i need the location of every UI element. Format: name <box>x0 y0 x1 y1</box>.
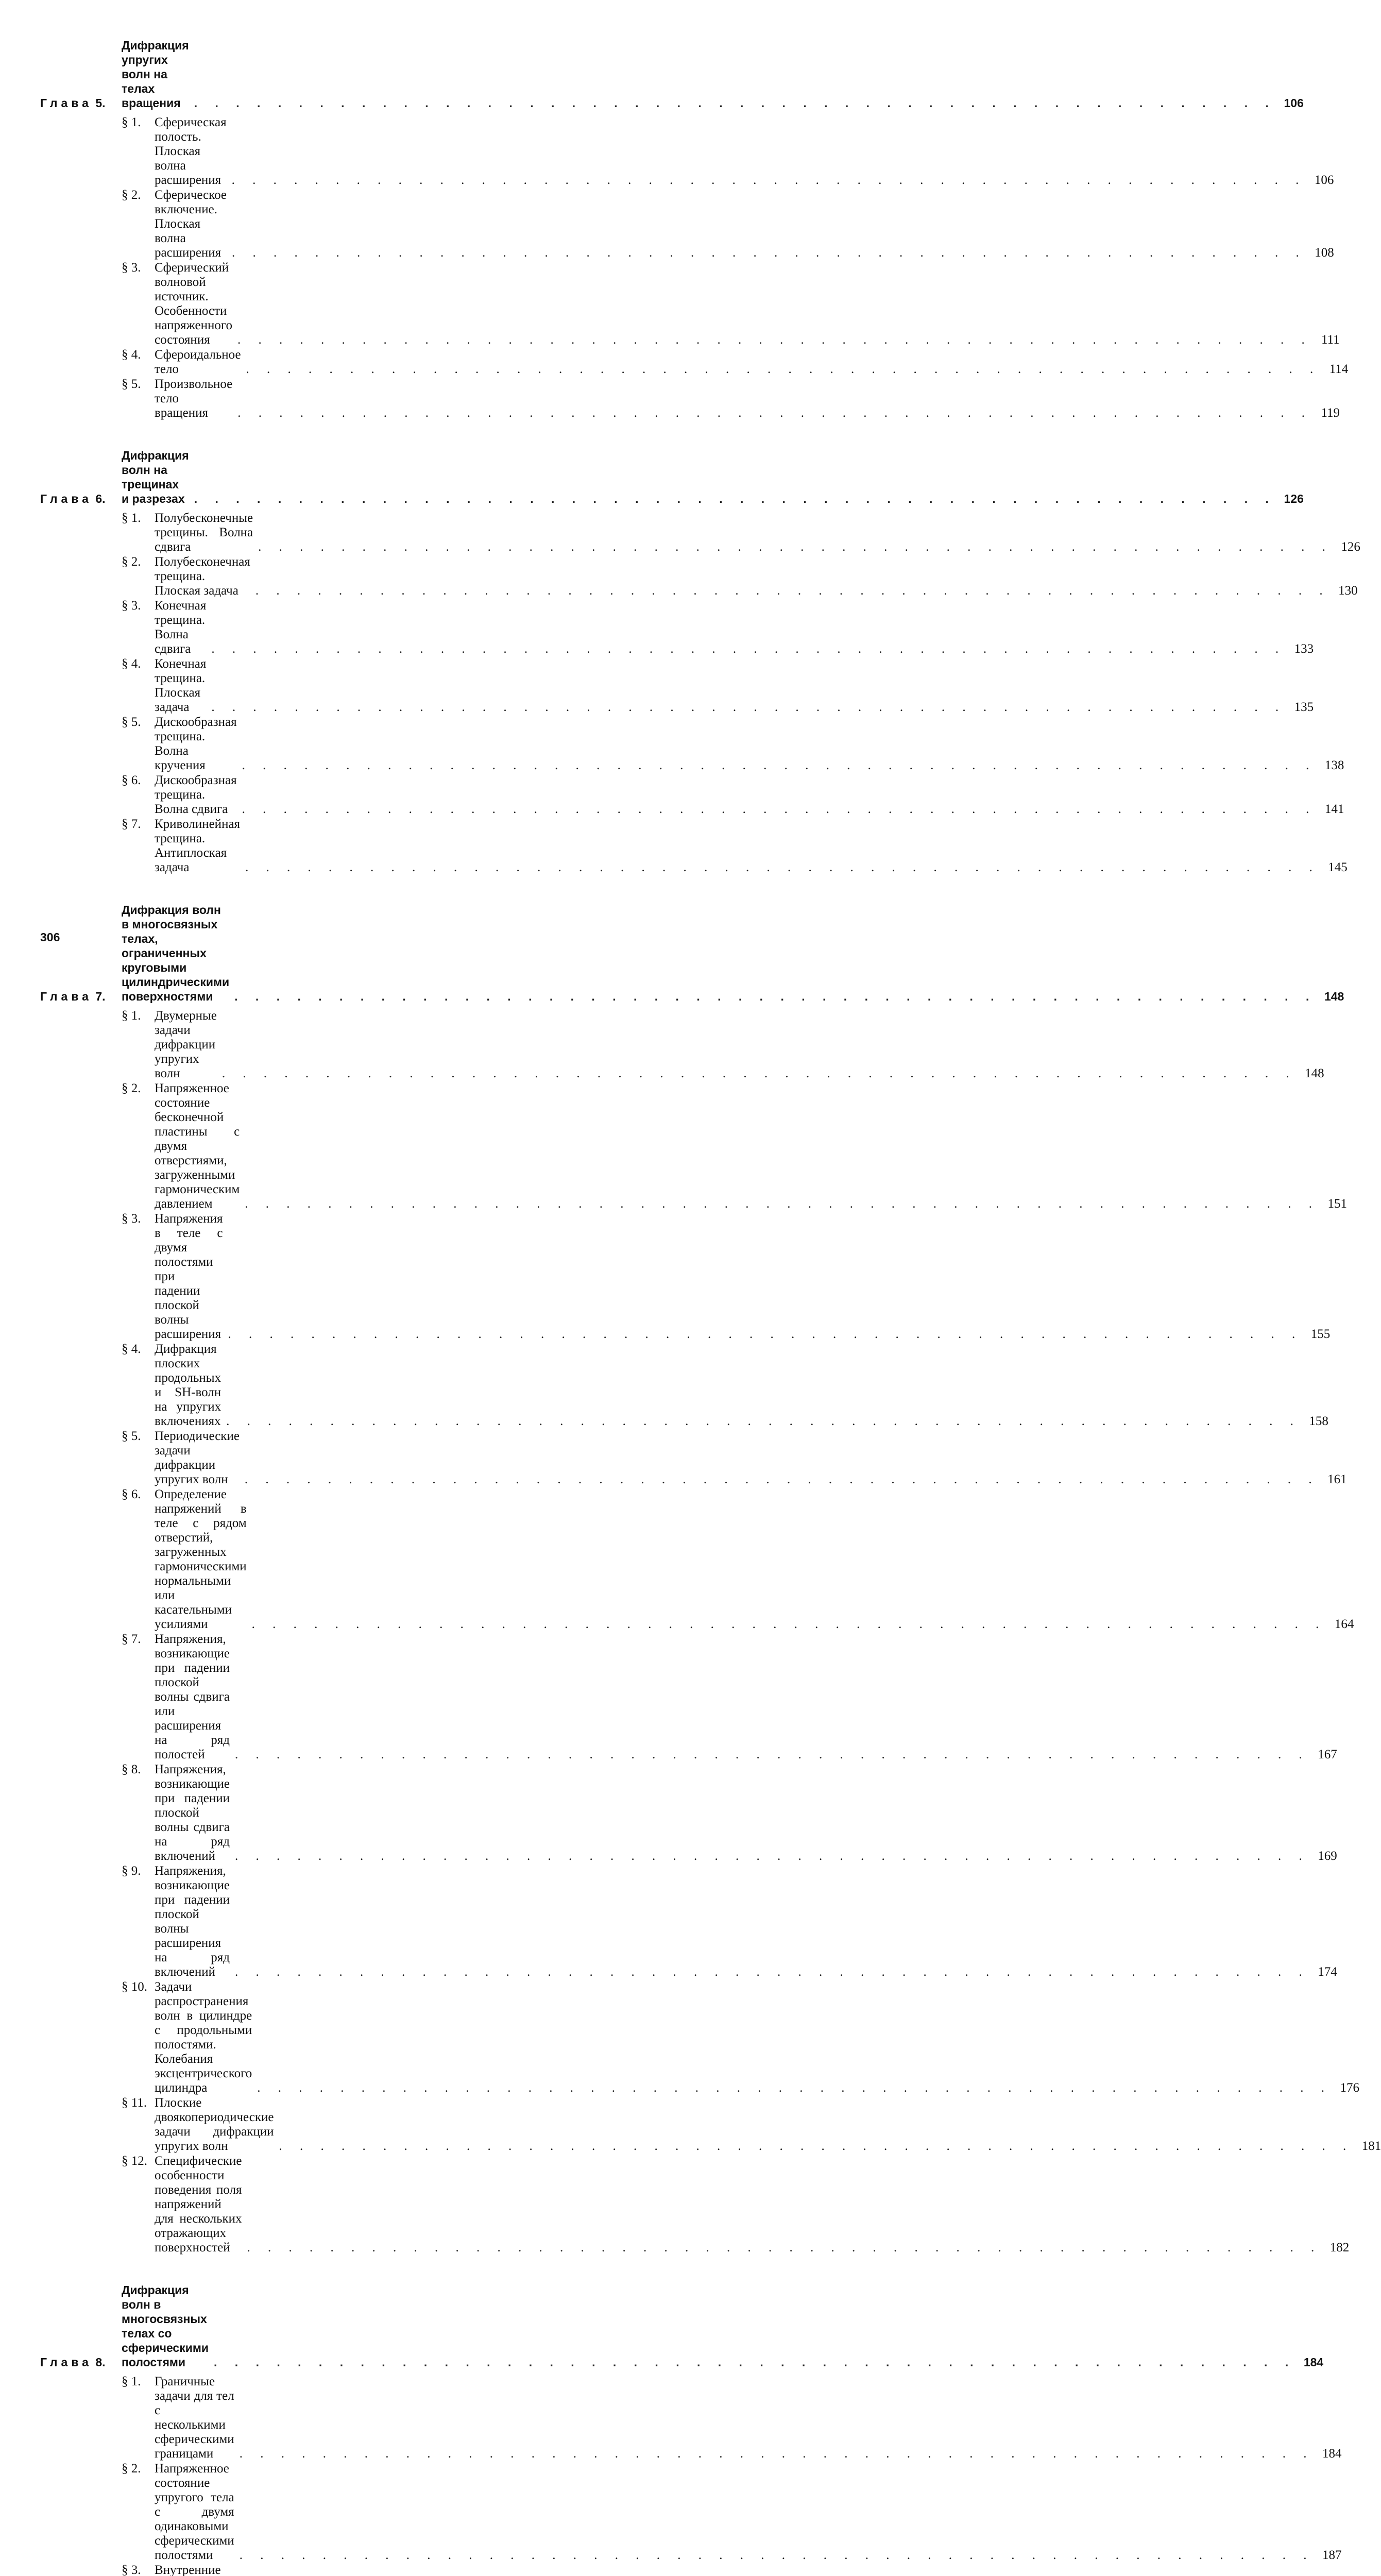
dot-leader <box>221 1414 1301 1429</box>
section-title-line <box>155 2154 1321 2255</box>
chapter-title: Дифракция волн на трещинах и разрезах <box>122 449 189 505</box>
dot-leader <box>209 2355 1295 2369</box>
section-number: § 4. <box>122 657 141 671</box>
section-page: 164 <box>1334 1617 1354 1631</box>
dot-leader <box>234 2548 1314 2563</box>
section-title: Специфические особенности поведения поля напряжений для нескольких отражающих поверхностей <box>155 2154 242 2255</box>
section-title-line <box>155 1081 1319 1211</box>
dot-leader <box>240 860 1320 875</box>
section-title-line <box>155 2096 1353 2154</box>
section-number: § 12. <box>122 2154 147 2168</box>
section-number: § 1. <box>122 1009 141 1023</box>
chapter-title-line <box>122 2283 1295 2369</box>
section-entry <box>122 2154 1350 2255</box>
section-page: 133 <box>1294 642 1314 656</box>
dot-leader <box>274 2139 1354 2154</box>
section-entry <box>122 657 1314 715</box>
section-title: Определение напряжений в теле с рядом отверстий, загруженных гармоническими нормальными или касательными усилиями <box>155 1487 247 1631</box>
dot-leader <box>252 2081 1332 2095</box>
section-entry <box>122 188 1334 260</box>
dot-leader <box>230 1965 1309 1979</box>
section-title: Напряженное состояние упругого тела с двумя одинаковыми сферическими полостями <box>155 2462 234 2562</box>
chapter <box>40 38 1349 420</box>
section-title-line <box>155 1342 1301 1429</box>
chapter-label-word: Глава <box>40 492 92 505</box>
section-page: 108 <box>1315 246 1334 260</box>
section-title: Напряжения, возникающие при падении плоской волны расширения на ряд включений <box>155 1864 230 1979</box>
section-title-line <box>155 2375 1314 2461</box>
section-number: § 2. <box>122 188 141 202</box>
section-page: 119 <box>1321 406 1340 420</box>
dot-leader <box>240 1197 1319 1211</box>
chapter-label <box>40 2355 122 2369</box>
section-page: 158 <box>1309 1414 1328 1428</box>
chapter-label <box>40 989 122 1004</box>
dot-leader <box>206 700 1286 715</box>
chapter <box>40 2283 1342 2576</box>
section-page: 111 <box>1321 333 1340 347</box>
dot-leader <box>227 173 1306 188</box>
section-title-line <box>155 1980 1332 2095</box>
section-title-line <box>155 1487 1326 1632</box>
section-title: Сфероидальное тело <box>155 348 241 376</box>
section-number: § 3. <box>122 599 141 613</box>
section-title: Сферическая полость. Плоская волна расширения <box>155 115 227 187</box>
chapter-label <box>40 96 122 110</box>
section-title: Дискообразная трещина. Волна сдвига <box>155 773 237 816</box>
section-entry <box>122 1081 1348 1211</box>
chapter-label-word: Глава <box>40 96 92 110</box>
section-page: 138 <box>1324 758 1344 772</box>
section-page: 126 <box>1341 540 1360 554</box>
chapter-number: 6. <box>95 492 106 505</box>
chapter-number: 7. <box>95 990 106 1003</box>
section-entry <box>122 773 1344 817</box>
chapter-heading <box>40 903 1344 1004</box>
chapter-heading <box>40 2283 1324 2369</box>
chapter-label-word: Глава <box>40 2355 92 2369</box>
section-list <box>122 2375 1342 2576</box>
section-number: § 4. <box>122 1342 141 1356</box>
section-page: 114 <box>1329 362 1349 376</box>
section-title-line <box>155 555 1330 598</box>
section-title-line <box>155 261 1312 347</box>
section-title: Периодические задачи дифракции упругих волн <box>155 1429 240 1486</box>
chapter-title: Дифракция волн в многосвязных телах со сферическими полостями <box>122 2283 209 2369</box>
chapter <box>40 903 1381 2255</box>
chapter-number: 5. <box>95 96 106 110</box>
section-entry <box>122 1429 1347 1487</box>
section-entry <box>122 511 1360 554</box>
section-entry <box>122 1487 1354 1632</box>
section-title-line <box>155 188 1306 260</box>
section-number: § 3. <box>122 1212 141 1226</box>
section-entry <box>122 2375 1342 2461</box>
section-number: § 7. <box>122 817 141 831</box>
section-title: Сферическое включение. Плоская волна расширения <box>155 188 227 260</box>
dot-leader <box>227 246 1306 260</box>
dot-leader <box>230 1748 1309 1762</box>
table-of-contents <box>40 38 1381 2576</box>
section-entry <box>122 1009 1324 1081</box>
section-page: 187 <box>1322 2548 1342 2562</box>
chapter-page: 126 <box>1284 492 1304 505</box>
section-entry <box>122 599 1314 656</box>
chapter <box>40 448 1360 875</box>
section-page: 161 <box>1327 1472 1347 1486</box>
dot-leader <box>232 406 1312 420</box>
section-title: Криволинейная трещина. Антиплоская задача <box>155 817 241 874</box>
dot-leader <box>232 333 1312 347</box>
section-entry <box>122 1632 1337 1762</box>
section-number: § 11. <box>122 2096 147 2110</box>
section-page: 176 <box>1340 2081 1359 2095</box>
section-number: § 6. <box>122 1487 141 1501</box>
section-title-line <box>155 773 1316 817</box>
section-title-line <box>155 599 1286 656</box>
section-page: 106 <box>1314 173 1334 187</box>
section-page: 184 <box>1322 2447 1342 2461</box>
section-page: 141 <box>1324 802 1344 816</box>
section-entry <box>122 377 1340 420</box>
section-page: 181 <box>1361 2139 1381 2153</box>
section-entry <box>122 2096 1381 2154</box>
section-entry <box>122 115 1334 188</box>
section-page: 182 <box>1329 2241 1350 2255</box>
section-page: 169 <box>1318 1849 1337 1863</box>
chapter-page: 106 <box>1284 96 1304 110</box>
dot-leader <box>230 1849 1309 1863</box>
section-number: § 1. <box>122 511 141 525</box>
chapter-heading <box>40 38 1304 110</box>
dot-leader <box>247 1617 1326 1632</box>
section-entry <box>122 555 1358 598</box>
section-title-line <box>155 1009 1297 1081</box>
section-page: 135 <box>1294 700 1314 714</box>
section-title: Задачи распространения волн в цилиндре с продольными полостями. Колебания эксцентрического цилиндра <box>155 1980 252 2095</box>
section-title: Конечная трещина. Плоская задача <box>155 657 207 714</box>
dot-leader <box>250 584 1330 598</box>
section-title-line <box>155 1429 1319 1487</box>
section-title: Напряжения, возникающие при падении плоской волны сдвига или расширения на ряд полостей <box>155 1632 230 1761</box>
dot-leader <box>189 492 1276 506</box>
chapter-title-line <box>122 903 1316 1004</box>
section-title-line <box>155 2563 1311 2576</box>
dot-leader <box>234 2447 1314 2461</box>
section-number: § 8. <box>122 1762 141 1776</box>
section-number: § 5. <box>122 715 141 729</box>
section-number: § 3. <box>122 2563 141 2576</box>
chapter-heading <box>40 448 1304 506</box>
section-title: Полубесконечная трещина. Плоская задача <box>155 555 250 598</box>
section-title: Напряжения в теле с двумя полостями при падении плоской волны расширения <box>155 1212 223 1341</box>
section-number: § 10. <box>122 1980 147 1994</box>
section-title-line <box>155 1212 1302 1342</box>
section-list <box>122 115 1349 420</box>
dot-leader <box>217 1066 1297 1081</box>
dot-leader <box>189 96 1276 110</box>
section-title: Произвольное тело вращения <box>155 377 233 420</box>
section-title: Полубесконечные трещины. Волна сдвига <box>155 511 253 554</box>
chapter-page: 184 <box>1303 2355 1324 2369</box>
dot-leader <box>237 758 1317 773</box>
section-entry <box>122 1864 1337 1979</box>
section-entry <box>122 715 1344 773</box>
section-entry <box>122 348 1349 377</box>
section-title-line <box>155 1864 1309 1979</box>
section-title: Двумерные задачи дифракции упругих волн <box>155 1009 217 1080</box>
section-title-line <box>155 2462 1314 2563</box>
chapter-label-word: Глава <box>40 990 92 1003</box>
section-list <box>122 511 1360 875</box>
section-page: 167 <box>1318 1748 1337 1761</box>
section-entry <box>122 1342 1328 1429</box>
dot-leader <box>240 1472 1319 1487</box>
dot-leader <box>242 2241 1322 2255</box>
chapter-title-line <box>122 448 1276 506</box>
section-page: 151 <box>1327 1197 1348 1211</box>
section-entry <box>122 2563 576 2576</box>
section-number: § 9. <box>122 1864 141 1878</box>
section-title: Дискообразная трещина. Волна кручения <box>155 715 237 772</box>
section-page: 155 <box>1310 1327 1331 1341</box>
section-title-line <box>155 511 1333 554</box>
chapter-label <box>40 492 122 506</box>
chapter-number: 8. <box>95 2355 106 2369</box>
section-title: Плоские двоякопериодические задачи дифракции упругих волн <box>155 2096 274 2153</box>
section-title: Дифракция плоских продольных и SH-волн на упругих включениях <box>155 1342 221 1428</box>
section-number: § 6. <box>122 773 141 787</box>
section-number: § 5. <box>122 377 141 391</box>
dot-leader <box>253 540 1333 554</box>
section-entry <box>122 1762 1337 1863</box>
page-number: 306 <box>40 930 60 944</box>
dot-leader <box>237 802 1317 817</box>
section-title-line <box>155 817 1320 875</box>
section-number: § 2. <box>122 2462 141 2476</box>
section-title: Внутренние <box>155 2563 221 2576</box>
section-page: 130 <box>1338 584 1358 598</box>
section-title: Сферический волновой источник. Особенности напряженного состояния <box>155 261 232 347</box>
dot-leader <box>241 362 1321 377</box>
section-title: Граничные задачи для тел с несколькими сферическими границами <box>155 2375 234 2461</box>
dot-leader <box>223 1327 1303 1342</box>
section-number: § 4. <box>122 348 141 362</box>
section-number: § 2. <box>122 1081 141 1095</box>
section-title-line <box>155 1632 1309 1762</box>
dot-leader <box>229 989 1316 1004</box>
section-list <box>122 1009 1381 2255</box>
section-title-line <box>155 115 1306 188</box>
chapter-title: Дифракция волн в многосвязных телах, ограниченных круговыми цилиндрическими поверхностями <box>122 903 230 1003</box>
section-title-line <box>155 348 1320 377</box>
section-title: Напряжения, возникающие при падении плоской волны сдвига на ряд включений <box>155 1762 230 1863</box>
section-entry <box>122 261 1340 347</box>
section-title: Напряженное состояние бесконечной пластины с двумя отверстиями, загруженными гармоническим давлением <box>155 1081 240 1211</box>
section-page: 145 <box>1328 860 1348 874</box>
section-number: § 2. <box>122 555 141 569</box>
section-entry <box>122 817 1348 875</box>
section-title-line <box>155 715 1316 773</box>
chapter-page: 148 <box>1324 990 1344 1003</box>
section-page: 148 <box>1305 1066 1324 1080</box>
section-entry <box>122 1212 1331 1342</box>
section-number: § 7. <box>122 1632 141 1646</box>
section-page: 174 <box>1318 1965 1337 1979</box>
section-title: Конечная трещина. Волна сдвига <box>155 599 207 656</box>
chapter-title-line <box>122 38 1276 110</box>
section-entry <box>122 2462 1342 2563</box>
section-number: § 5. <box>122 1429 141 1443</box>
section-number: § 1. <box>122 115 141 129</box>
section-title-line <box>155 657 1286 715</box>
section-number: § 1. <box>122 2375 141 2388</box>
chapter-title: Дифракция упругих волн на телах вращения <box>122 39 189 110</box>
section-entry <box>122 1980 1359 2095</box>
section-title-line <box>155 1762 1309 1863</box>
dot-leader <box>206 642 1286 656</box>
section-title-line <box>155 377 1312 420</box>
section-number: § 3. <box>122 261 141 275</box>
